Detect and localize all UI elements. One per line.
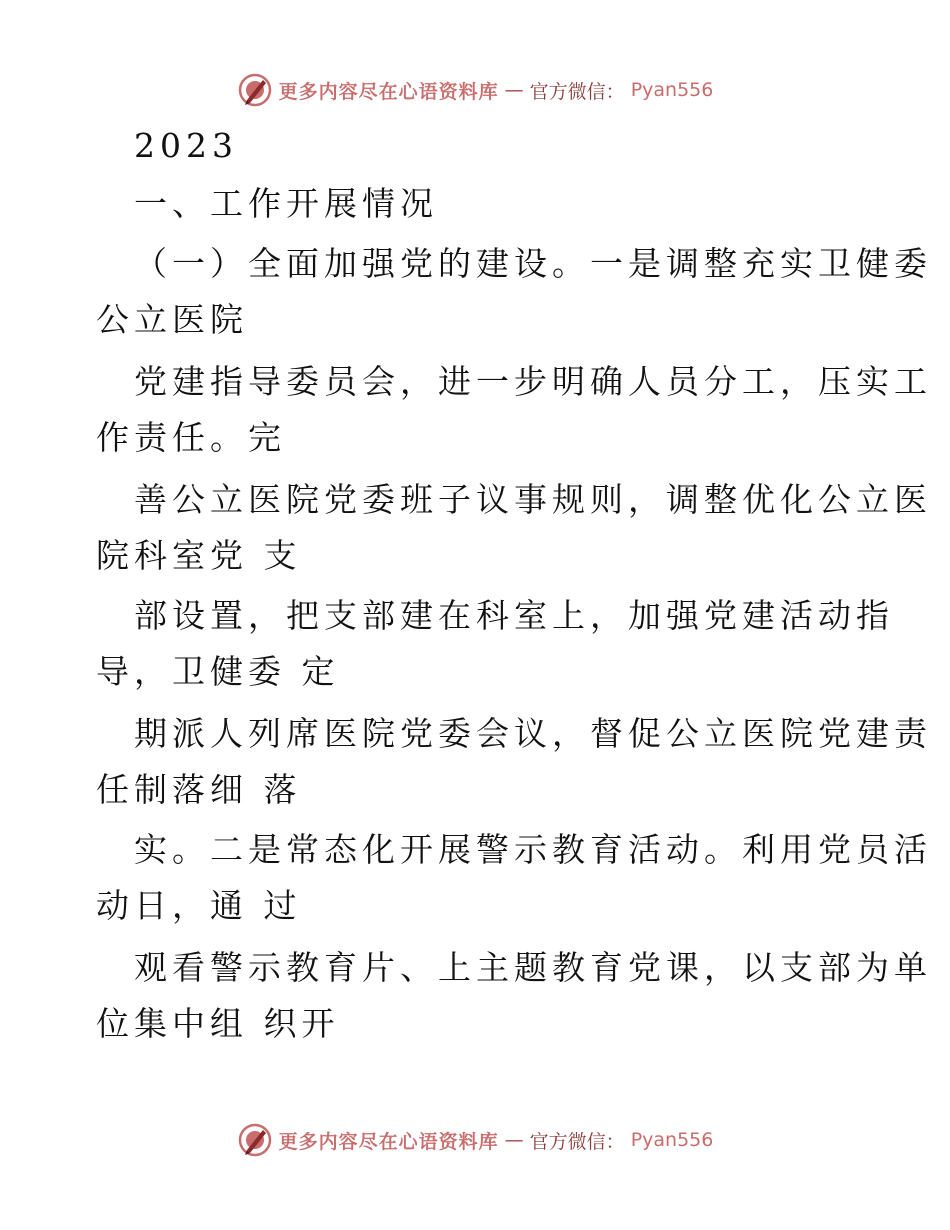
section-heading: 一、工作开展情况 bbox=[134, 184, 438, 223]
document-line: 导，卫健委 定 bbox=[96, 652, 340, 691]
document-line: 期派人列席医院党委会议，督促公立医院党建责 bbox=[134, 714, 932, 753]
document-line: 实。二是常态化开展警示教育活动。利用党员活 bbox=[134, 830, 932, 869]
document-line: 作责任。完 bbox=[96, 418, 286, 457]
document-line: 院科室党 支 bbox=[96, 536, 302, 575]
document-line: 党建指导委员会，进一步明确人员分工，压实工 bbox=[134, 362, 932, 401]
pen-logo-icon bbox=[237, 72, 273, 108]
banner-separator: — bbox=[504, 1129, 524, 1151]
document-line: 任制落细 落 bbox=[96, 770, 302, 809]
pen-logo-icon bbox=[237, 1122, 273, 1158]
document-line: 善公立医院党委班子议事规则，调整优化公立医 bbox=[134, 480, 932, 519]
header-banner bbox=[0, 70, 950, 110]
banner-text: 更多内容尽在心语资料库 bbox=[278, 80, 499, 103]
document-line: （一）全面加强党的建设。一是调整充实卫健委 bbox=[134, 244, 932, 283]
document-line: 2023 bbox=[134, 126, 238, 165]
banner-text: 更多内容尽在心语资料库 bbox=[278, 1130, 499, 1153]
document-line: 动日，通 过 bbox=[96, 886, 302, 925]
document-line: 观看警示教育片、上主题教育党课，以支部为单 bbox=[134, 948, 932, 987]
banner-wechat-id: Pyan556 bbox=[630, 1129, 714, 1151]
banner-wechat-label: 官方微信： bbox=[529, 80, 625, 103]
document-line: 位集中组 织开 bbox=[96, 1004, 340, 1043]
banner-separator: — bbox=[504, 79, 524, 101]
document-line: 公立医院 bbox=[96, 300, 248, 339]
document-line: 部设置，把支部建在科室上，加强党建活动指 bbox=[134, 596, 894, 635]
footer-banner bbox=[0, 1120, 950, 1160]
banner-wechat-label: 官方微信： bbox=[529, 1130, 625, 1153]
banner-wechat-id: Pyan556 bbox=[630, 79, 714, 101]
